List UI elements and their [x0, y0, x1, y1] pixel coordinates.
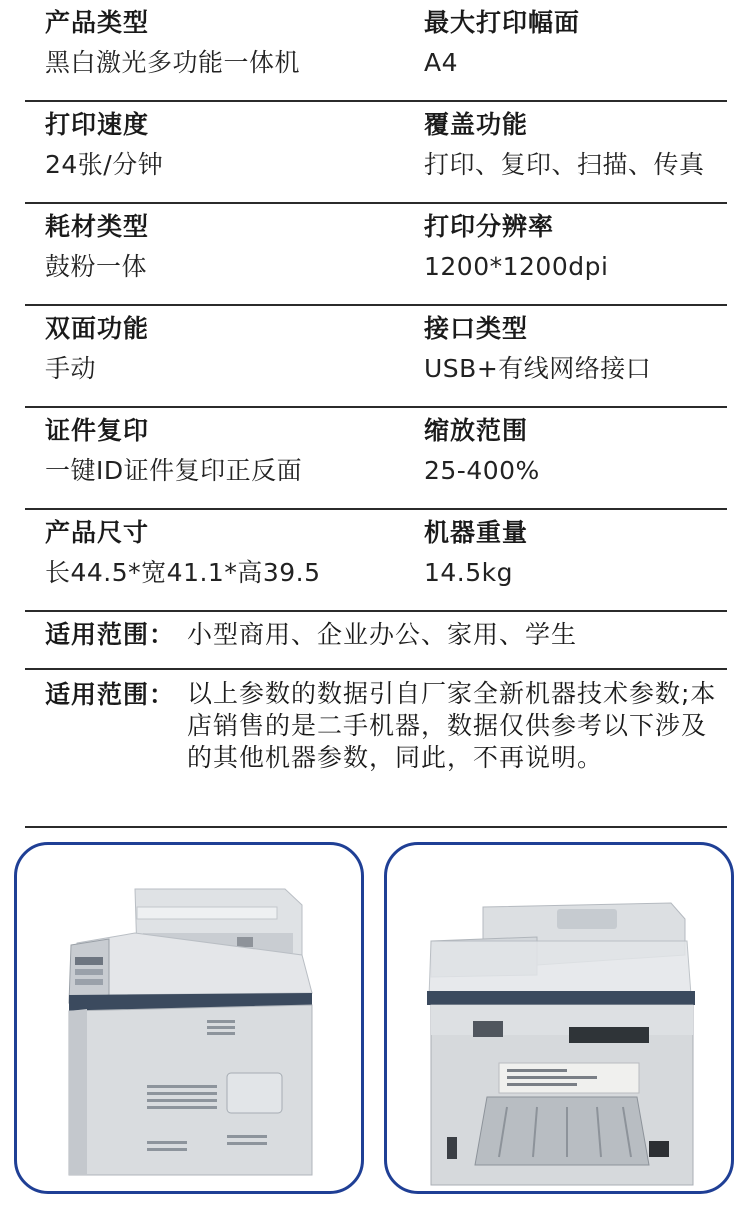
spec-value: USB+有线网络接口	[424, 354, 652, 383]
note-label: 适用范围：	[45, 680, 176, 709]
spec-value: 25-400%	[424, 456, 540, 485]
spec-label: 打印速度	[45, 110, 150, 139]
note-row	[25, 670, 727, 828]
spec-row	[25, 408, 727, 510]
spec-label: 产品类型	[45, 8, 150, 37]
spec-value: 14.5kg	[424, 558, 514, 587]
spec-table	[25, 0, 727, 828]
spec-row	[25, 510, 727, 612]
spec-label: 覆盖功能	[424, 110, 529, 139]
spec-row	[25, 306, 727, 408]
spec-label: 双面功能	[45, 314, 150, 343]
spec-value: 打印、复印、扫描、传真	[424, 150, 705, 179]
spec-value: 24张/分钟	[45, 150, 164, 179]
spec-row	[25, 102, 727, 204]
spec-value: 1200*1200dpi	[424, 252, 609, 281]
note-text: 以上参数的数据引自厂家全新机器技术参数;本店销售的是二手机器，数据仅供参考以下涉及的其他机器参数，同此，不再说明。	[187, 679, 717, 772]
spec-value: 手动	[45, 354, 97, 383]
spec-label: 产品尺寸	[45, 518, 150, 547]
printer-photo-rear	[384, 842, 734, 1194]
spec-row	[25, 204, 727, 306]
spec-label: 耗材类型	[45, 212, 150, 241]
spec-value: 长44.5*宽41.1*高39.5	[45, 558, 321, 587]
printer-side-view-icon	[17, 845, 361, 1191]
spec-value: A4	[424, 48, 459, 77]
spec-value: 一键ID证件复印正反面	[45, 456, 303, 485]
usage-text: 小型商用、企业办公、家用、学生	[187, 620, 578, 649]
spec-label: 缩放范围	[424, 416, 529, 445]
spec-label: 接口类型	[424, 314, 529, 343]
usage-row	[25, 612, 727, 670]
spec-row	[25, 0, 727, 102]
spec-value: 黑白激光多功能一体机	[45, 48, 301, 77]
spec-label: 机器重量	[424, 518, 529, 547]
printer-rear-view-icon	[387, 845, 731, 1191]
printer-photo-side	[14, 842, 364, 1194]
spec-label: 最大打印幅面	[424, 8, 581, 37]
usage-label: 适用范围：	[45, 620, 176, 649]
spec-value: 鼓粉一体	[45, 252, 148, 281]
spec-label: 证件复印	[45, 416, 150, 445]
spec-label: 打印分辨率	[424, 212, 555, 241]
